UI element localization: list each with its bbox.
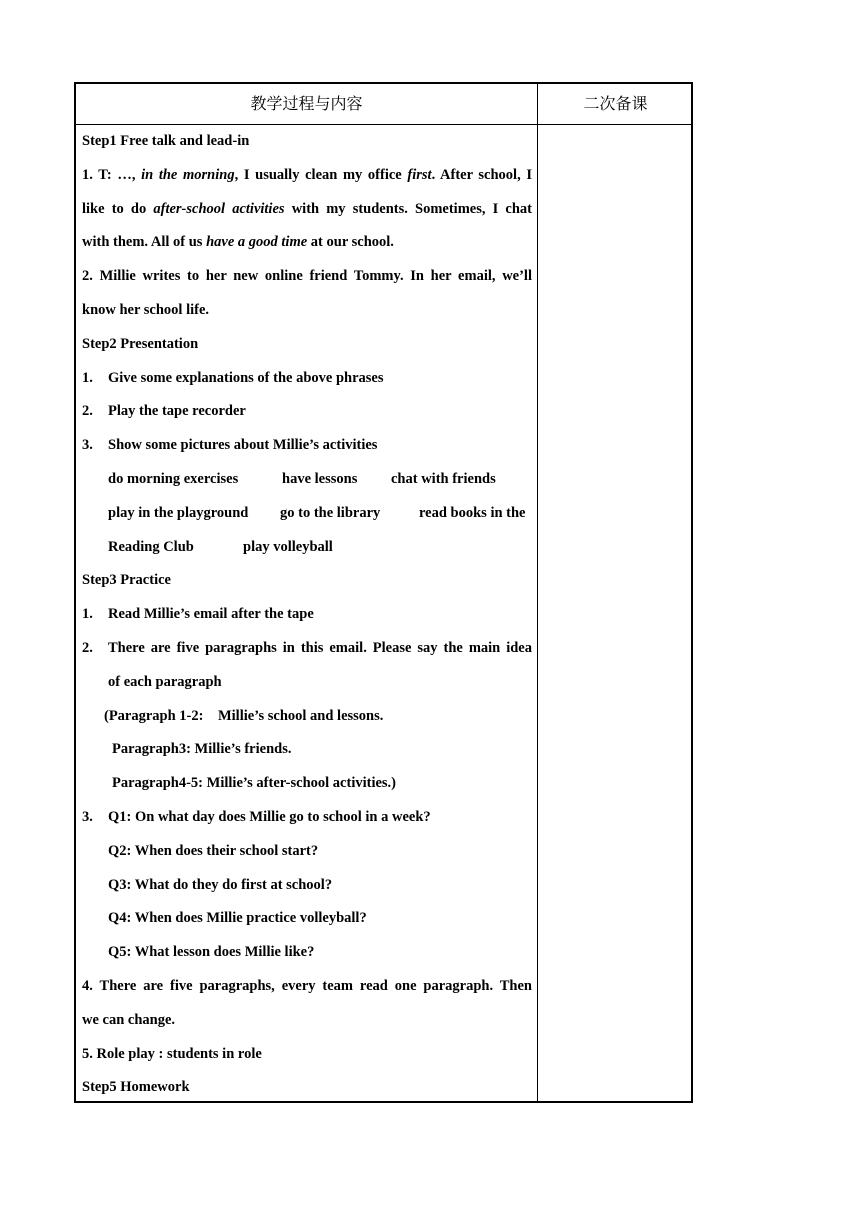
column-divider bbox=[537, 84, 538, 1101]
question-item: Q5: What lesson does Millie like? bbox=[108, 944, 315, 961]
paragraph-4-line-1: 4. There are five paragraphs, every team read one paragraph. Then bbox=[82, 977, 532, 994]
paragraph-5: 5. Role play : students in role bbox=[82, 1045, 262, 1062]
paragraph-2-line-2: know her school life. bbox=[82, 301, 210, 318]
paragraph-1-line-1: 1. T: …, in the morning, I usually clean my office first. After school, I bbox=[82, 166, 532, 183]
list-item: 3. Show some pictures about Millie’s activities bbox=[82, 437, 378, 454]
question-item: 3. Q1: On what day does Millie go to school in a week? bbox=[82, 808, 431, 825]
activities-row: play in the playground go to the library read books in the bbox=[108, 504, 526, 521]
paragraph-4-line-2: we can change. bbox=[82, 1011, 176, 1028]
step3-title: Step3 Practice bbox=[82, 572, 171, 589]
paragraph-note: Paragraph3: Millie’s friends. bbox=[112, 741, 292, 758]
list-item: 1. Give some explanations of the above phrases bbox=[82, 369, 384, 386]
question-item: Q3: What do they do first at school? bbox=[108, 876, 333, 893]
step1-title: Step1 Free talk and lead-in bbox=[82, 133, 250, 149]
paragraph-note: Paragraph4-5: Millie’s after-school activities.) bbox=[112, 775, 397, 792]
step5-title: Step5 Homework bbox=[82, 1079, 190, 1096]
step2-title: Step2 Presentation bbox=[82, 335, 199, 352]
activities-row: do morning exercises have lessons chat with friends bbox=[108, 470, 496, 487]
paragraph-note: (Paragraph 1-2: Millie’s school and lessons. bbox=[104, 707, 384, 724]
teaching-content bbox=[82, 125, 532, 1105]
header-secondary-prep: 二次备课 bbox=[583, 94, 648, 113]
list-item: 2. Play the tape recorder bbox=[82, 403, 246, 420]
activities-row: Reading Club play volleyball bbox=[108, 538, 333, 555]
paragraph-1-line-2: like to do after-school activities with my students. Sometimes, I chat bbox=[82, 200, 532, 217]
question-item: Q4: When does Millie practice volleyball? bbox=[108, 910, 367, 927]
paragraph-2-line-1: 2. Millie writes to her new online friend Tommy. In her email, we’ll bbox=[82, 268, 532, 285]
list-item-continuation: of each paragraph bbox=[108, 673, 222, 690]
list-item: 1. Read Millie’s email after the tape bbox=[82, 606, 314, 623]
header-teaching-process: 教学过程与内容 bbox=[250, 94, 363, 113]
question-item: Q2: When does their school start? bbox=[108, 842, 319, 859]
lesson-plan-table bbox=[74, 82, 693, 1103]
paragraph-1-line-3: with them. All of us have a good time at our school. bbox=[82, 234, 394, 251]
list-item: 2. There are five paragraphs in this email. Please say the main idea bbox=[82, 639, 532, 656]
